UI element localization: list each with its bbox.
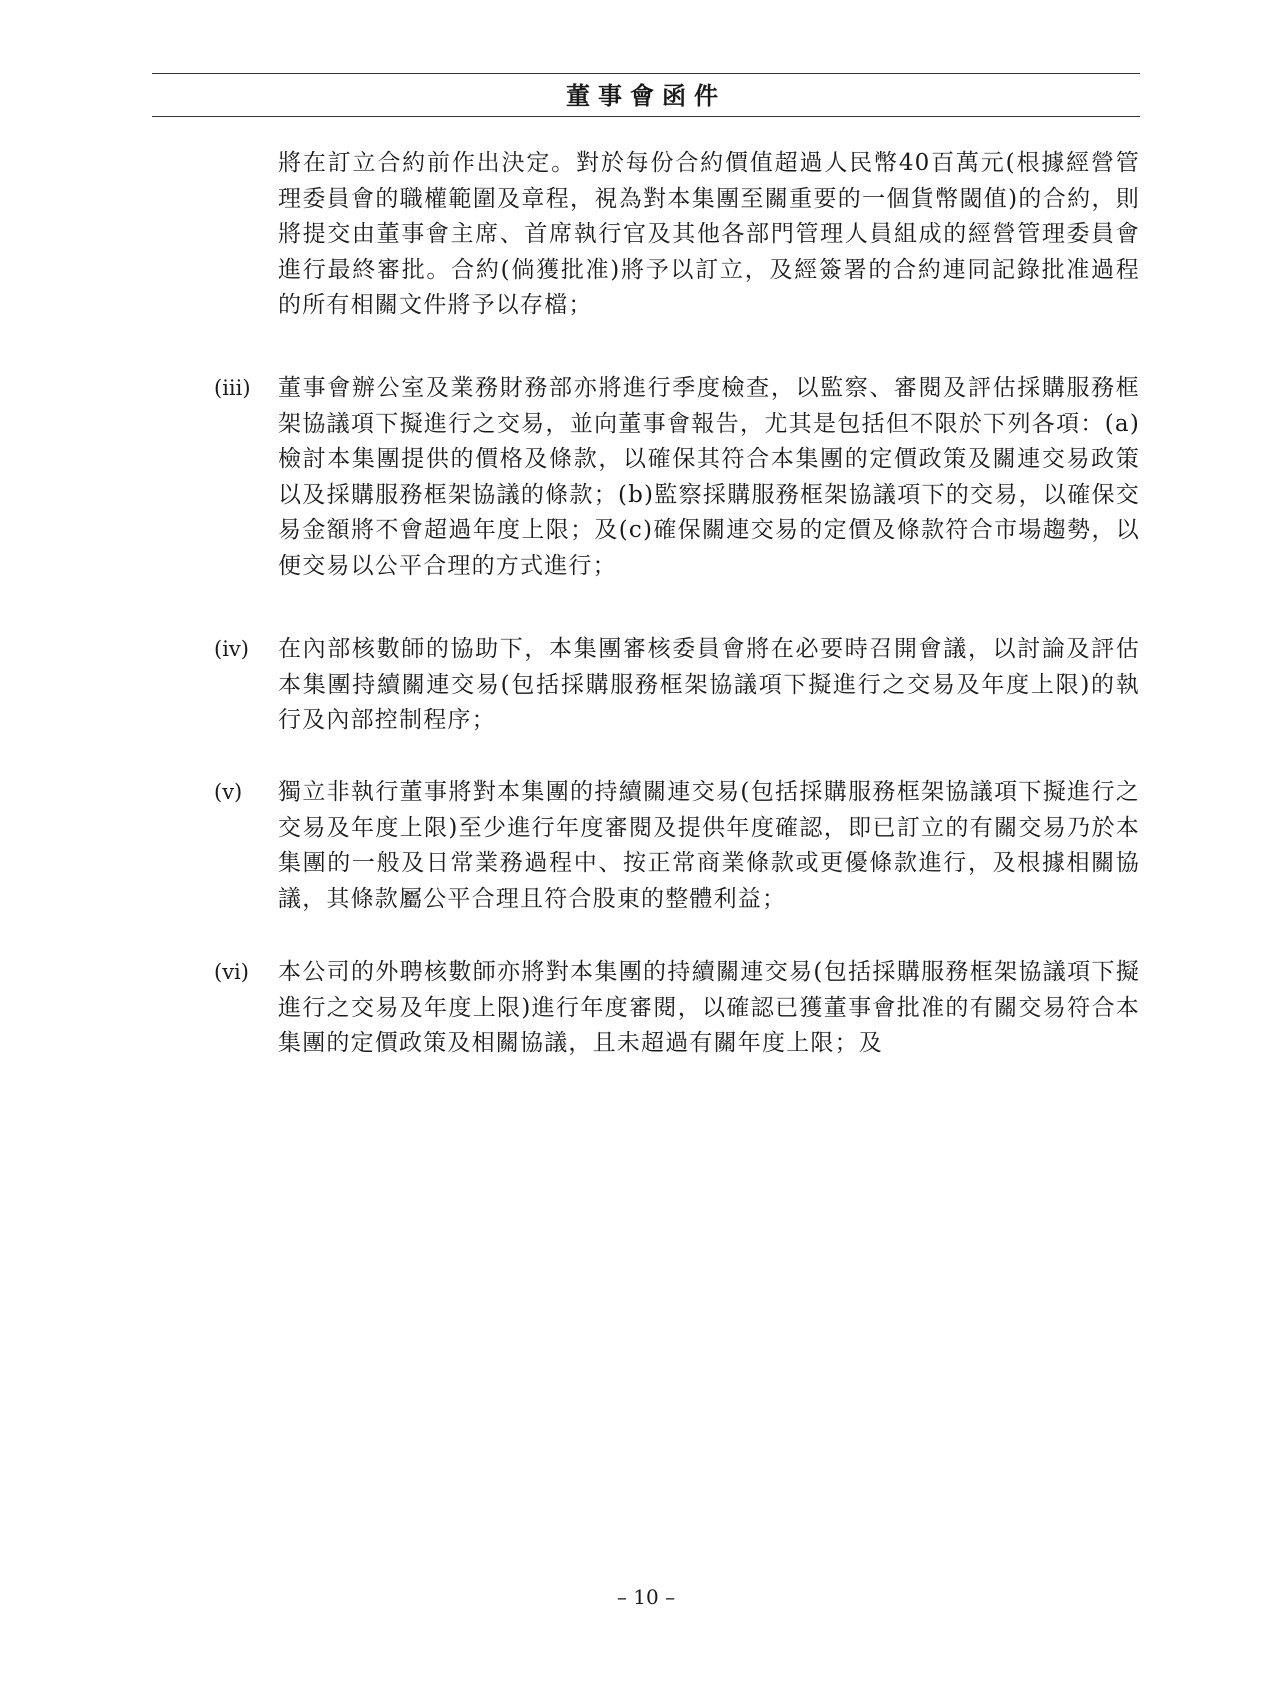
list-item-text: 本公司的外聘核數師亦將對本集團的持續關連交易(包括採購服務框架協議項下擬進行之交易及年度上限)進行年度審閱，以確認已獲董事會批准的有關交易符合本集團的定價政策及相關協議，且未超過有關年度上限；及 <box>278 959 1140 1057</box>
list-item-text: 董事會辦公室及業務財務部亦將進行季度檢查，以監察、審閱及評估採購服務框架協議項下擬進行之交易，並向董事會報告，尤其是包括但不限於下列各項：(a)檢討本集團提供的價格及條款，以確保其符合本集團的定價政策及關連交易政策以及採購服務框架協議的條款；(b)監察採購服務框架協議項下的交易，以確保交易金額將不會超過年度上限；及(c)確保關連交易的定價及條款符合市場趨勢，以便交易以公平合理的方式進行； <box>278 375 1140 579</box>
list-marker: (vi) <box>214 960 249 984</box>
page-number: – 10 – <box>616 1585 676 1609</box>
header-rule-bottom <box>152 116 1140 117</box>
list-marker: (iii) <box>214 376 251 400</box>
continuation-paragraph: 將在訂立合約前作出決定。對於每份合約價值超過人民幣40百萬元(根據經營管理委員會的職權範圍及章程，視為對本集團至關重要的一個貨幣閾值)的合約，則將提交由董事會主席、首席執行官及其他各部門管理人員組成的經營管理委員會進行最終審批。合約(倘獲批准)將予以訂立，及經簽署的合約連同記錄批准過程的所有相關文件將予以存檔； <box>278 150 1140 319</box>
list-marker: (v) <box>214 780 243 804</box>
list-item-text: 在內部核數師的協助下，本集團審核委員會將在必要時召開會議，以討論及評估本集團持續關連交易(包括採購服務框架協議項下擬進行之交易及年度上限)的執行及內部控制程序； <box>278 636 1140 734</box>
header-rule-top <box>152 73 1140 74</box>
page-header-title: 董事會函件 <box>566 82 726 110</box>
list-item-text: 獨立非執行董事將對本集團的持續關連交易(包括採購服務框架協議項下擬進行之交易及年度上限)至少進行年度審閱及提供年度確認，即已訂立的有關交易乃於本集團的一般及日常業務過程中、按正常商業條款或更優條款進行，及根據相關協議，其條款屬公平合理且符合股東的整體利益； <box>278 779 1140 912</box>
list-marker: (iv) <box>214 637 249 661</box>
